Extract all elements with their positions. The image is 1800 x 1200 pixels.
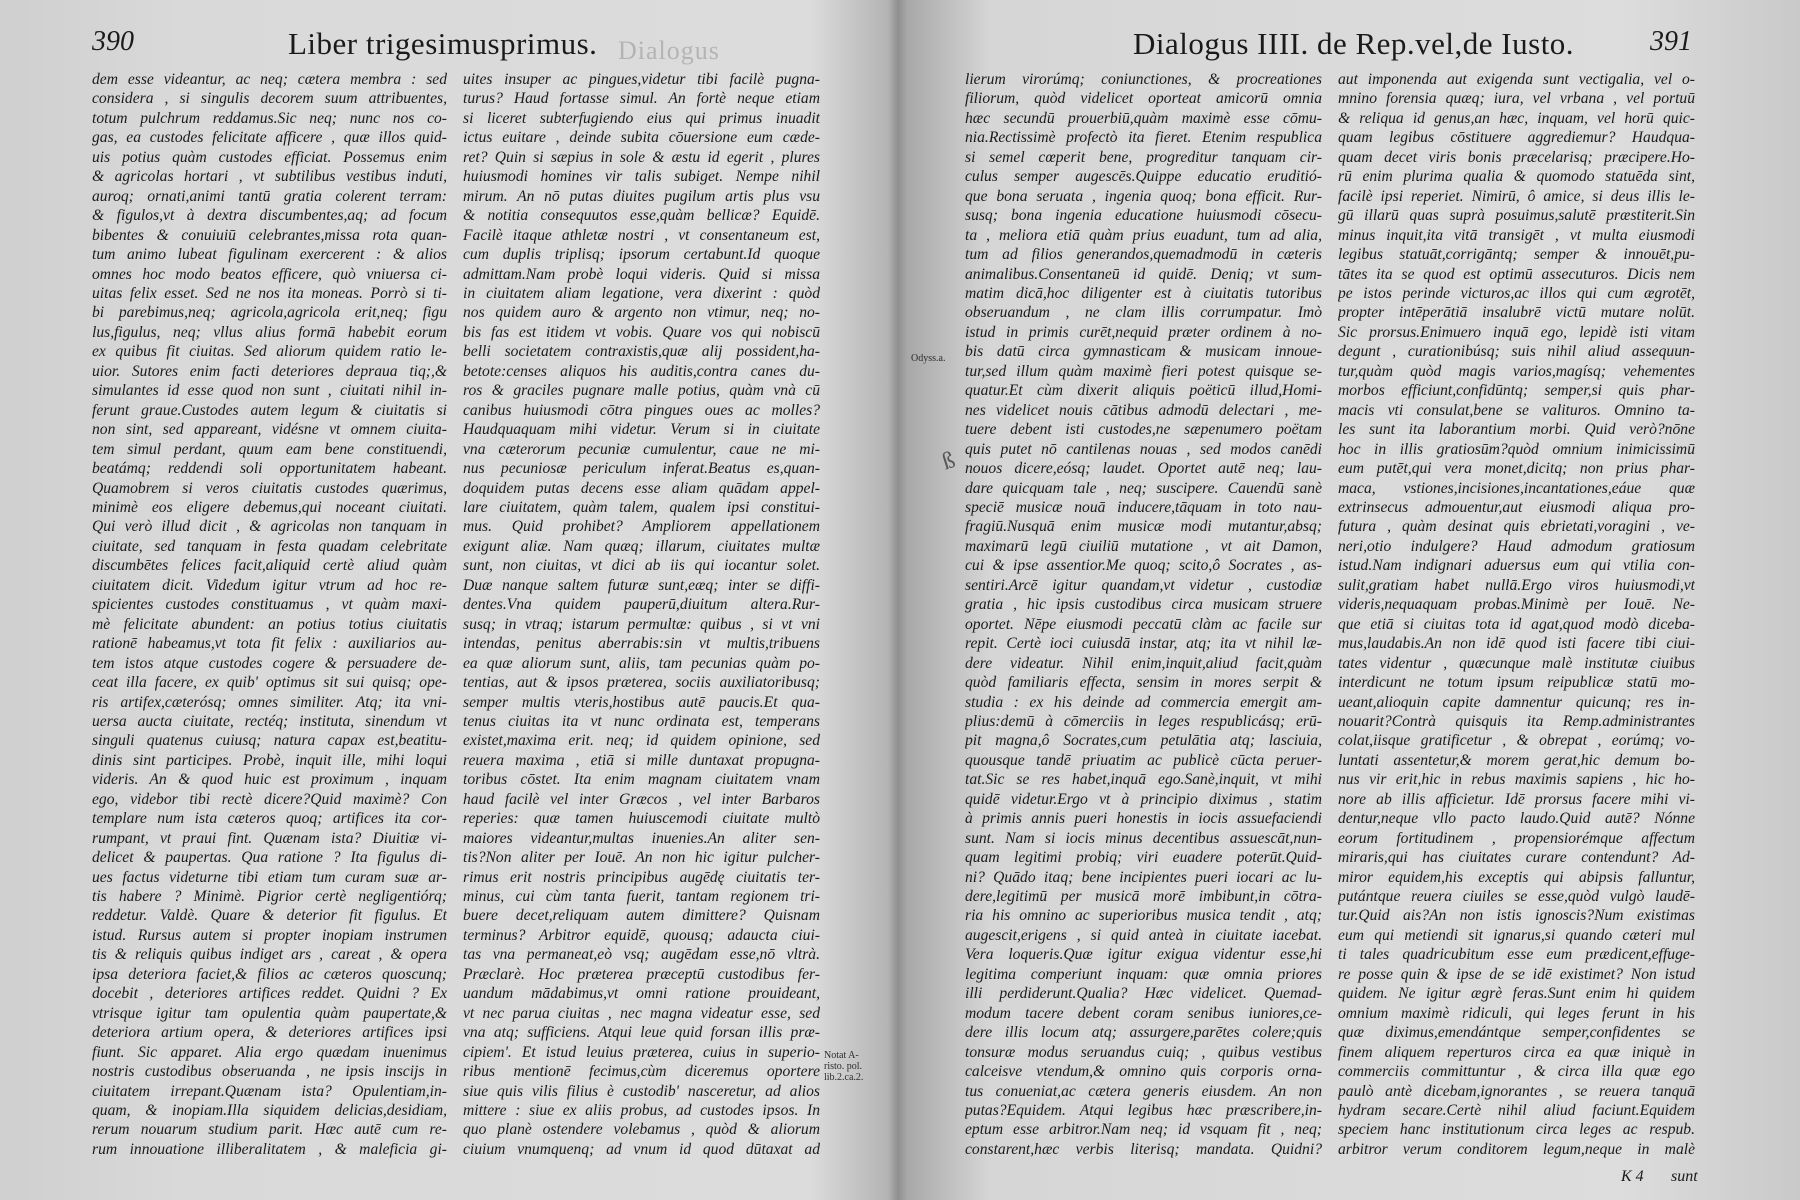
text-line: quis putet nō cantilenas nouas , sed modos canēdi [965, 440, 1322, 458]
text-line: ti tales quadricubitum esse eum prædicent,effuge- [1338, 946, 1695, 964]
text-line: cipiem'. Et istud leuius præterea, cuius in superio- [463, 1043, 820, 1061]
right-margin-note [911, 353, 961, 364]
text-line: mus. Quid prohibet? Ampliorem appellationem [463, 518, 820, 536]
text-line: mus,laudabis.An non idē quod isti facere tibi ciui- [1338, 635, 1695, 653]
text-line: speciem hanc institutionum circa leges ac respub. [1338, 1121, 1695, 1139]
text-line: delicet & paupertas. Qua ratione ? Ita figulus di- [92, 849, 447, 867]
text-line: cum duplis triplisq; ipsorum certabunt.Id quoque [463, 246, 820, 264]
text-line: quòd familiaris effecta, sensim in mores serpit & [965, 674, 1322, 692]
text-line: aut imponenda aut exigenda sunt vectigalia, vel o- [1338, 71, 1695, 88]
text-line: minus inquit,ita vitā transigēt , vt multa eiusmodi [1338, 226, 1695, 244]
text-line: & reliqua id genus,an hæc, inquam, vel horū quic- [1338, 109, 1695, 127]
text-line: omnes hoc modo beatos efficere, quò vniuersa ci- [92, 265, 447, 283]
text-line: les sunt ita laborantium morbi. Quid verò?nōne [1338, 421, 1695, 439]
left-running-head: Liber trigesimusprimus. [288, 26, 598, 61]
text-line: fiunt. Sic apparet. Alia ergo quædam inuenimus [92, 1043, 447, 1061]
text-line: tātes ita se quod est optimū assecuturos. Dicis nem [1338, 265, 1695, 283]
text-line: plius:demū à cōmerciis in leges respublicásq; erū- [965, 712, 1322, 730]
text-line: ferunt graue.Custodes autem legum & ciuitatis si [92, 401, 447, 419]
text-line: macis vti consulat,bene se valituros. Omnino ta- [1338, 401, 1695, 419]
text-line: putántque reuera ciuiles se esse,quòd vulgò laudē- [1338, 888, 1695, 906]
margin-line: Notat A- [824, 1050, 859, 1061]
text-line: illi perdiderunt.Qualia? Hæc videlicet. Quemad- [965, 985, 1322, 1003]
text-line: dere videatur. Nihil enim,inquit,aliud facit,quàm [965, 654, 1322, 672]
text-line: nes videlicet nouis cātibus admodū delectari , me- [965, 401, 1322, 419]
text-line: minimè eos eligere debemus,qui noceant ciuitati. [92, 498, 447, 516]
text-line: quam legitimi probiq; viri euadere poterūt.Quid- [965, 849, 1322, 867]
text-line: pit magna,ô Socrates,cum petulātia atq; lasciuia, [965, 732, 1322, 750]
text-line: intendas, penitus aberrabis:sin vt multis,tribuens [463, 635, 820, 653]
text-line: rerum nouarum studium parit. Hæc autē cum re- [92, 1121, 447, 1139]
text-line: ni? Quādo itaq; bene incipientes pueri iocari ac lu- [965, 868, 1322, 886]
text-line: tis & reliquis quibus indiget ars , careat , & opera [92, 946, 447, 964]
text-line: mirum. An nō putas diuites pugilum artis plus vsu [463, 187, 820, 205]
text-line: si semel cœperit bene, progreditur tanquam cir- [965, 148, 1322, 166]
text-line: dinis sint participes. Probè, inquit ille, mihi loqui [92, 751, 447, 769]
margin-line: Odyss.a. [911, 353, 946, 364]
text-line: extrinsecus admouentur,aut eiusmodi aliqua pro- [1338, 498, 1695, 516]
text-line: docebit , deteriores artifices reddet. Quidni ? Ex [92, 985, 447, 1003]
left-margin-note [824, 1050, 884, 1083]
text-line: gas, ea custodes felicitate afficere , quæ illos quid- [92, 129, 447, 147]
text-line: futura , quàm desinat quis ebrietati,voragini , ve- [1338, 518, 1695, 536]
text-line: betote:censes aliquos his auditis,contra canes du- [463, 362, 820, 380]
text-line: tonsuræ modus seruandus cuiq; , quibus vestibus [965, 1043, 1322, 1061]
text-line: speciē musicæ nouā inducere,tāquam in toto nau- [965, 498, 1322, 516]
text-line: colat,iisque gratificetur , & obrepat , eorúmq; vo- [1338, 732, 1695, 750]
text-line: miror equidem,his exceptis qui abipsis falluntur, [1338, 868, 1695, 886]
right-column-2 [1338, 70, 1695, 1160]
text-line: uior. Sutores enim facti deteriores depraua tiq;,& [92, 362, 447, 380]
text-line: maiores videantur,multas inuenies.An aliter sen- [463, 829, 820, 847]
text-line: rū enim plurima qualia & quomodo statuēda sint, [1338, 168, 1695, 186]
text-line: rumpant, vt praui fint. Quænam ista? Diuitiæ vi- [92, 829, 447, 847]
right-page-header [905, 22, 1800, 66]
text-line: tum ad filios generandos,quemadmodū in cæteris [965, 246, 1322, 264]
text-line: quatur.Et cùm dixerit aliquis poëticū illud,Homi- [965, 382, 1322, 400]
text-line: facilè ipsi reperiet. Nimirū, ô amice, si deus illis le- [1338, 187, 1695, 205]
text-line: uandum mādabimus,vt omni ratione prouideant, [463, 985, 820, 1003]
text-line: interdicunt ne totum ipsum reipublicæ statū mo- [1338, 674, 1695, 692]
text-line: modum tacere debent coram senibus iuniores,ce- [965, 1004, 1322, 1022]
text-line: tates videntur , quæcunque malè institutæ ciuibus [1338, 654, 1695, 672]
text-line: quæ diximus,emendántque semper,confidentes se [1338, 1024, 1695, 1042]
text-line: ipsa deteriora faciet,& filios ac cæteros quoscunq; [92, 965, 447, 983]
text-line: uitas felix esset. Sed ne nos ita moneas. Porrò si ti- [92, 284, 447, 302]
text-line: eorum fortitudinem , propensiorémque affectum [1338, 829, 1695, 847]
text-line: istud. Rursus autem si propter inopiam instrumen [92, 926, 447, 944]
text-line: lierum virorúmq; coniunctiones, & procreationes [965, 71, 1322, 88]
text-line: lare ciuitatem, quàm talem, qualem ipsi constitui- [463, 498, 820, 516]
text-line: minus, cui cùm tanta fuerit, tantam regionem tri- [463, 888, 820, 906]
text-line: admittam.Nam probè loqui videris. Quid si missa [463, 265, 820, 283]
text-line: uites insuper ac pingues,videtur tibi facilè pugna- [463, 71, 820, 88]
text-line: ribus mentionē fecimus,cùm diceremus oportere [463, 1063, 820, 1081]
text-line: bi parebimus,neq; agricola,agricola erit,neq; figu [92, 304, 447, 322]
text-line: tur,sed illum quàm maximè fieri potest quisque se- [965, 362, 1322, 380]
text-line: studia : ex his deinde ad commercia emergit am- [965, 693, 1322, 711]
text-line: ris artifex,cæterósq; omnes similiter. Atq; ita vni- [92, 693, 447, 711]
text-line: ciuitate, sed tanquam in festa quadam celebritate [92, 537, 447, 555]
text-line: turus? Haud fortasse simul. An fortè neque etiam [463, 90, 820, 108]
text-line: videris,nequaquam probas.Minimè per Iouē. Ne- [1338, 596, 1695, 614]
text-line: dere illis locum atq; assurgere,parētes colere;quis [965, 1024, 1322, 1042]
text-line: considera , si singulis decorem suum attribuentes, [92, 90, 447, 108]
text-line: repit. Certè ioci cuiusdā instar, atq; ita vt nihil læ- [965, 635, 1322, 653]
text-line: singuli quatenus cuiusq; natura capax est,beatitu- [92, 732, 447, 750]
text-line: doquidem putas decens esse aliam quādam appel- [463, 479, 820, 497]
text-line: mè felicitate abundent: an potius totius ciuitatis [92, 615, 447, 633]
text-line: dentes.Vna quidem pauperū,diuitum altera.Rur- [463, 596, 820, 614]
text-line: gratia , hic ipsis custodibus circa musicam struere [965, 596, 1322, 614]
text-line: re posse quin & ipse de se idē existimet? Non istud [1338, 965, 1695, 983]
text-line: vna cæterorum pecuniæ cumulentur, caue ne mi- [463, 440, 820, 458]
text-line [463, 1159, 820, 1160]
text-line: Haudquaquam mihi videtur. Verum si in ciuitate [463, 421, 820, 439]
text-line: tur.Quid ais?An non istis ignoscis?Num existimas [1338, 907, 1695, 925]
right-running-head: Dialogus IIII. de Rep.vel,de Iusto. [1133, 26, 1575, 61]
right-page-number: 391 [1650, 26, 1692, 57]
text-line: propter intēperātiā insalubrē victū mutare nolūt. [1338, 304, 1695, 322]
text-line: miraris,qui has ciuitates curare contendunt? Ad- [1338, 849, 1695, 867]
text-line: quo planè ostendere volebamus , quòd & aliorum [463, 1121, 820, 1139]
text-line: obseruandum , ne clam illis corrumpatur. Imò [965, 304, 1322, 322]
text-line: dem esse videantur, ac neq; cætera membra : sed [92, 71, 447, 88]
text-line: matim dicā,hoc diligenter est à ciuitatis tutoribus [965, 284, 1322, 302]
text-line: hydram secare.Certè nihil aliud faciunt.Equidem [1338, 1102, 1695, 1120]
text-line: dere,legitimū per musicā morē imbibunt,in cōtra- [965, 888, 1322, 906]
text-line: rationē habeamus,vt tota fit felix : auxiliarios au- [92, 635, 447, 653]
right-column-1 [965, 70, 1322, 1160]
text-line: Vera loqueris.Quæ igitur exigua videntur esse,hi [965, 946, 1322, 964]
text-line: quousque tandē priuatim ac publicè cūcta peruer- [965, 751, 1322, 769]
left-column-1 [92, 70, 447, 1160]
text-line: Duæ nanque saltem futuræ sunt,eæq; inter se diffi- [463, 576, 820, 594]
text-line: paulò antè dicebam,ignorantes , se reuera tanquā [1338, 1082, 1695, 1100]
text-line: ceat illa facere, ex quib' optimus sit sui quisq; ope- [92, 674, 447, 692]
ink-stamp-mark: ß [939, 447, 959, 476]
text-line: tis habere ? Minimè. Pigrior certè negligentiórq; [92, 888, 447, 906]
text-line: rum innouatione illiberalitatem , & maleficia gi- [92, 1140, 447, 1158]
text-line: que etiā si ciuitas tota id agat,quod modò diceba- [1338, 615, 1695, 633]
text-line: gū illarū quas suprà posuimus,salutē præstiterit.Sin [1338, 207, 1695, 225]
text-line: ea quæ aliorum sunt, aliis, tam pecunias quàm po- [463, 654, 820, 672]
text-line: Præclarè. Hoc præterea præceptū custodibus fer- [463, 965, 820, 983]
text-line: que bona seruata , ingenia quoq; bona efficit. Rur- [965, 187, 1322, 205]
text-line: ex quibus fit ciuitas. Sed aliorum quidem ratio le- [92, 343, 447, 361]
text-line: tum animo lubeat figulinam exercerent : & alios [92, 246, 447, 264]
text-line: nus vir erit,hic in rebus maximis sapiens , hic ho- [1338, 771, 1695, 789]
text-line: reddetur. Valdè. Quare & deterior fit figulus. Et [92, 907, 447, 925]
text-line: mnino forensia quæq; iura, vel vrbana , vel portuū [1338, 90, 1695, 108]
text-line: ta , meliora etiā quàm prius euadunt, tum ad alia, [965, 226, 1322, 244]
text-line: putas?Equidem. Atqui legibus hæc præscribere,in- [965, 1102, 1322, 1120]
text-line: & agricolas hortari , vt subtilibus vestibus induti, [92, 168, 447, 186]
text-line: animalibus.Consentaneū id quidē. Deniq; vt sum- [965, 265, 1322, 283]
text-line: rimus erit nostris principibus augēdę ciuitatis ter- [463, 868, 820, 886]
text-line: spicientes custodes constituamus , vt quàm maxi- [92, 596, 447, 614]
left-page [0, 0, 890, 1200]
text-line: quam legibus cōstituere aggrediemur? Haudqua- [1338, 129, 1695, 147]
text-line [1338, 1159, 1695, 1160]
left-page-header [0, 22, 890, 66]
text-line: oportet. Nēpe eiusmodi peccatū clàm ac facile sur [965, 615, 1322, 633]
text-line: morbos efficiunt,confidūntq; semper,si quis phar- [1338, 382, 1695, 400]
text-line: mittere : siue ex aliis probus, ad custodes ipsos. In [463, 1102, 820, 1120]
text-line: Facilè itaque athletæ nostri , vt consentaneum est, [463, 226, 820, 244]
text-line: Sic prorsus.Enimuero inquā ego, lepidè isti vitam [1338, 323, 1695, 341]
text-line [965, 1159, 1322, 1160]
text-line: nos quidem auro & argento non vtimur, neq; no- [463, 304, 820, 322]
text-line: legibus statuāt,corrigāntq; semper & innouēt,pu- [1338, 246, 1695, 264]
text-line: susq; in vtraq; istarum permultæ: quibus , si vt vni [463, 615, 820, 633]
left-column-2 [463, 70, 820, 1160]
text-line: tuere debent isti custodes,ne sæpenumero poëtam [965, 421, 1322, 439]
text-line: hoc in illis gratiosūm?quòd omnium inimicissimū [1338, 440, 1695, 458]
text-line: reperies: quæ tamen huiuscemodi ciuitate multò [463, 810, 820, 828]
text-line: à primis annis pueri honestis in iocis assuefaciendi [965, 810, 1322, 828]
text-line: uis potius quàm custodes efficiat. Possemus enim [92, 148, 447, 166]
text-line: nostris custodibus obseruanda , ne ipsis inscijs in [92, 1063, 447, 1081]
text-line: vtrisque igitur tam opulentia quàm paupertate,& [92, 1004, 447, 1022]
text-line: constarent,hæc verbis literisq; mandata. Quidni? [965, 1140, 1322, 1158]
text-line: sunt. Nam si iocis minus decentibus assuescāt,nun- [965, 829, 1322, 847]
text-line: nus pecuniosæ periculum inferat.Beatus es,quan- [463, 460, 820, 478]
text-line: nore ab illis afficietur. Idē prorsus facere mihi vi- [1338, 790, 1695, 808]
text-line [92, 1159, 447, 1160]
text-line: exigunt aliæ. Nam quæq; illarum, ciuitates multæ [463, 537, 820, 555]
text-line: eum putēt,qui vera monet,dicitq; non prius phar- [1338, 460, 1695, 478]
text-line: bibentes & conuiuiū celebrantes,missa rota quan- [92, 226, 447, 244]
text-line: in ciuitatem aliam legatione, vera dixerint : quòd [463, 284, 820, 302]
text-line: bis datū circa gymnasticam & musicam innoue- [965, 343, 1322, 361]
text-line: quidē videtur.Ergo vt à principio diximus , statim [965, 790, 1322, 808]
text-line: tas vna permaneat,eò vsq; augēdam esse,nō vltrà. [463, 946, 820, 964]
text-line: ictus euitare , deinde subita cōuersione eum cæde- [463, 129, 820, 147]
text-line: totum pulchrum reddamus.Sic neq; nunc nos co- [92, 109, 447, 127]
text-line: huiusmodi homines vir talis subiget. Nempe nihil [463, 168, 820, 186]
text-line: buere decet,reliquam autem dimittere? Quisnam [463, 907, 820, 925]
text-line: susq; bona ingenia educatione huiusmodi cōsecu- [965, 207, 1322, 225]
text-line: terminus? Arbitror equidē, quousq; adaucta ciui- [463, 926, 820, 944]
text-line: si liceret subterfugiendo eius qui primus inuadit [463, 109, 820, 127]
text-line: fragiū.Nusquā enim musicæ modi mutantur,absq; [965, 518, 1322, 536]
text-line: calceisve vtendum,& omnino quis corporis orna- [965, 1063, 1322, 1081]
text-line: toribus cōstet. Ita enim magnam ciuitatem vnam [463, 771, 820, 789]
text-line: eptum esse arbitror.Nam neq; id vsquam fit , neq; [965, 1121, 1322, 1139]
show-through-text: Dialogus [618, 36, 720, 65]
text-line: neri,otio indulgere? Haud admodum gratiosum [1338, 537, 1695, 555]
text-line: Qui verò illud dicit , & agricolas non tanquam in [92, 518, 447, 536]
text-line: commerciis committuntur , & circa illa quæ ego [1338, 1063, 1695, 1081]
text-line: cui & ipse assentior.Me quoq; scito,ô Socrates , as- [965, 557, 1322, 575]
text-line: tat.Sic se res habet,inquā ego.Sanè,inquit, vt mihi [965, 771, 1322, 789]
text-line: uersa aucta ciuitate, rectéq; instituta, sinendum vt [92, 712, 447, 730]
text-line: degunt , curationibúsq; suis nihil aliud assequun- [1338, 343, 1695, 361]
left-page-number: 390 [92, 26, 134, 57]
text-line: arbitror verum conditorem legum,neque in malè [1338, 1140, 1695, 1158]
text-line: beatámq; reddendi soli opportunitatem habeant. [92, 460, 447, 478]
text-line: non sint, sed appareant, vidésne vt omnem ciuita- [92, 421, 447, 439]
text-line: tus conueniat,ac cætera generis eiusdem. An non [965, 1082, 1322, 1100]
right-page [905, 0, 1800, 1200]
text-line: & notitia consequutos esse,quàm bellicæ? Equidē. [463, 207, 820, 225]
text-line: istud in primis curēt,nequid præter ordinem à no- [965, 323, 1322, 341]
margin-line: risto. pol. [824, 1061, 863, 1072]
text-line: Quamobrem si veros ciuitatis custodes quærimus, [92, 479, 447, 497]
text-line: ret? Quin si sæpius in sole & æstu id egerit , plures [463, 148, 820, 166]
text-line: maximarū legū ciuiliū mutatione , vt ait Damon, [965, 537, 1322, 555]
text-line: tur,quàm quòd magis varios,magísq; vehementes [1338, 362, 1695, 380]
text-line: ciuitatem irrepant.Quænam ista? Opulentiam,in- [92, 1082, 447, 1100]
text-line: ego, videbor tibi rectè dicere?Quid maximè? Con [92, 790, 447, 808]
text-line: eum qui metiendi sit ignarus,si quando cæteri mul [1338, 926, 1695, 944]
text-line: istud.Nam indignari aduersus eum qui vtilia con- [1338, 557, 1695, 575]
text-line: nouos dicere,eósq; laudet. Oportet autē neq; lau- [965, 460, 1322, 478]
text-line: videris. An & quod huic est proximum , inquam [92, 771, 447, 789]
text-line: simulantes id esse quod non sunt , ciuitati nihil in- [92, 382, 447, 400]
text-line: tem simul perdant, quum eam bene constituendi, [92, 440, 447, 458]
text-line: bis fas est itidem vt vobis. Quare vos qui nobiscū [463, 323, 820, 341]
text-line: luntati assentetur,& morem gerat,hic demum bo- [1338, 751, 1695, 769]
signature-mark: K 4 [1621, 1168, 1644, 1185]
text-line: omnium maximè ridiculi, qui leges ferunt in his [1338, 1004, 1695, 1022]
text-line: quam, & inopiam.Illa siquidem delicias,desidiam, [92, 1102, 447, 1120]
text-line: templare num ista cæteros quoq; artifices ita cor- [92, 810, 447, 828]
text-line: tentias, aut & ipsos præterea, sociis auxiliatoribusq; [463, 674, 820, 692]
text-line: maca, vstiones,incisiones,incantationes,eáue quæ [1338, 479, 1695, 497]
text-line: semper multis vteris,hostibus autē paucis.Et qua- [463, 693, 820, 711]
text-line: deteriora artium opera, & deteriores artifices ipsi [92, 1024, 447, 1042]
text-line: reuera maxima , etiā si mille duntaxat propugna- [463, 751, 820, 769]
text-line: tem istos atque custodes cogere & persuadere de- [92, 654, 447, 672]
text-line: ria his omnino ac superioribus musica tendit , atq; [965, 907, 1322, 925]
margin-line: lib.2.ca.2. [824, 1072, 864, 1083]
text-line: & figulos,vt à dextra discumbentes,aq; ad focum [92, 207, 447, 225]
text-line: quidem. Ne igitur ægrè feras.Sunt enim hi quidem [1338, 985, 1695, 1003]
text-line: nia.Rectissimè profectò ita fieret. Etenim respublica [965, 129, 1322, 147]
text-line: ros & graciles pugnare malle potius, quàm vnà cū [463, 382, 820, 400]
text-line: augescit,erigens , si quid anteà in ciuitate iacebat. [965, 926, 1322, 944]
text-line: ciuitatem dicit. Videdum igitur vtrum ad hoc re- [92, 576, 447, 594]
text-line: finem aliquem reperturos circa ea quæ iniquè in [1338, 1043, 1695, 1061]
text-line: pe istos perinde victuros,ac illos qui cum ægrotēt, [1338, 284, 1695, 302]
text-line: vna atq; sufficiens. Atqui leue quid forsan illis præ- [463, 1024, 820, 1042]
catchword: sunt [1671, 1168, 1698, 1185]
text-line: hæc secundū prouerbiū,quàm maximè esse cōmu- [965, 109, 1322, 127]
text-line: dare quicquam tale , neq; suscipere. Cauendū sanè [965, 479, 1322, 497]
text-line: siue quis vilis filius è custodib' nasceretur, ad alios [463, 1082, 820, 1100]
text-line: quam decet viris bonis præcelarisq; præcipere.Ho- [1338, 148, 1695, 166]
text-line: vt nec parua ciuitas , nec magna videatur esse, sed [463, 1004, 820, 1022]
text-line: tis?Non aliter per Iouē. An non hic igitur pulcher- [463, 849, 820, 867]
text-line: haud facilè vel inter Græcos , vel inter Barbaros [463, 790, 820, 808]
text-line: ueant,alioquin capite damnentur quicunq; res in- [1338, 693, 1695, 711]
text-line: lus,figulus, neq; vllus alius formā habebit eorum [92, 323, 447, 341]
text-line: dentur,neque vllo pacto laudo.Quid autē? Nónne [1338, 810, 1695, 828]
text-line: nouarit?Contrà quisquis ita Remp.administrantes [1338, 712, 1695, 730]
text-line: ues factus videturne tibi etiam tum curam suæ ar- [92, 868, 447, 886]
text-line: sunt, non ciuitas, vt dici ab iis qui iocantur solet. [463, 557, 820, 575]
text-line: discumbētes felices facit,aliquid certè aliud quàm [92, 557, 447, 575]
text-line: auroq; ornati,animi tantū gratia colerent terram: [92, 187, 447, 205]
text-line: existet,maxima erit. neq; id quidem opinione, sed [463, 732, 820, 750]
text-line: legitima comperiunt inquam: quæ omnia priores [965, 965, 1322, 983]
text-line: canibus huiusmodi cōtra pingues oues ac molles? [463, 401, 820, 419]
text-line: sulit,gratiam habet nullā.Ergo viros huiusmodi,vt [1338, 576, 1695, 594]
text-line: tenus ciuitas ita vt nunc ordinata est, temperans [463, 712, 820, 730]
text-line: ciuium vnumquenq; ad vnum id quod dūtaxat ad [463, 1140, 820, 1158]
text-line: sentiri.Arcē igitur quandam,vt videtur , custodiæ [965, 576, 1322, 594]
text-line: filiorum, quòd videlicet oporteat amicorū omnia [965, 90, 1322, 108]
text-line: belli societatem contraxistis,quæ alij possident,ha- [463, 343, 820, 361]
text-line: culus semper augescēs.Quippe educatio eruditió- [965, 168, 1322, 186]
